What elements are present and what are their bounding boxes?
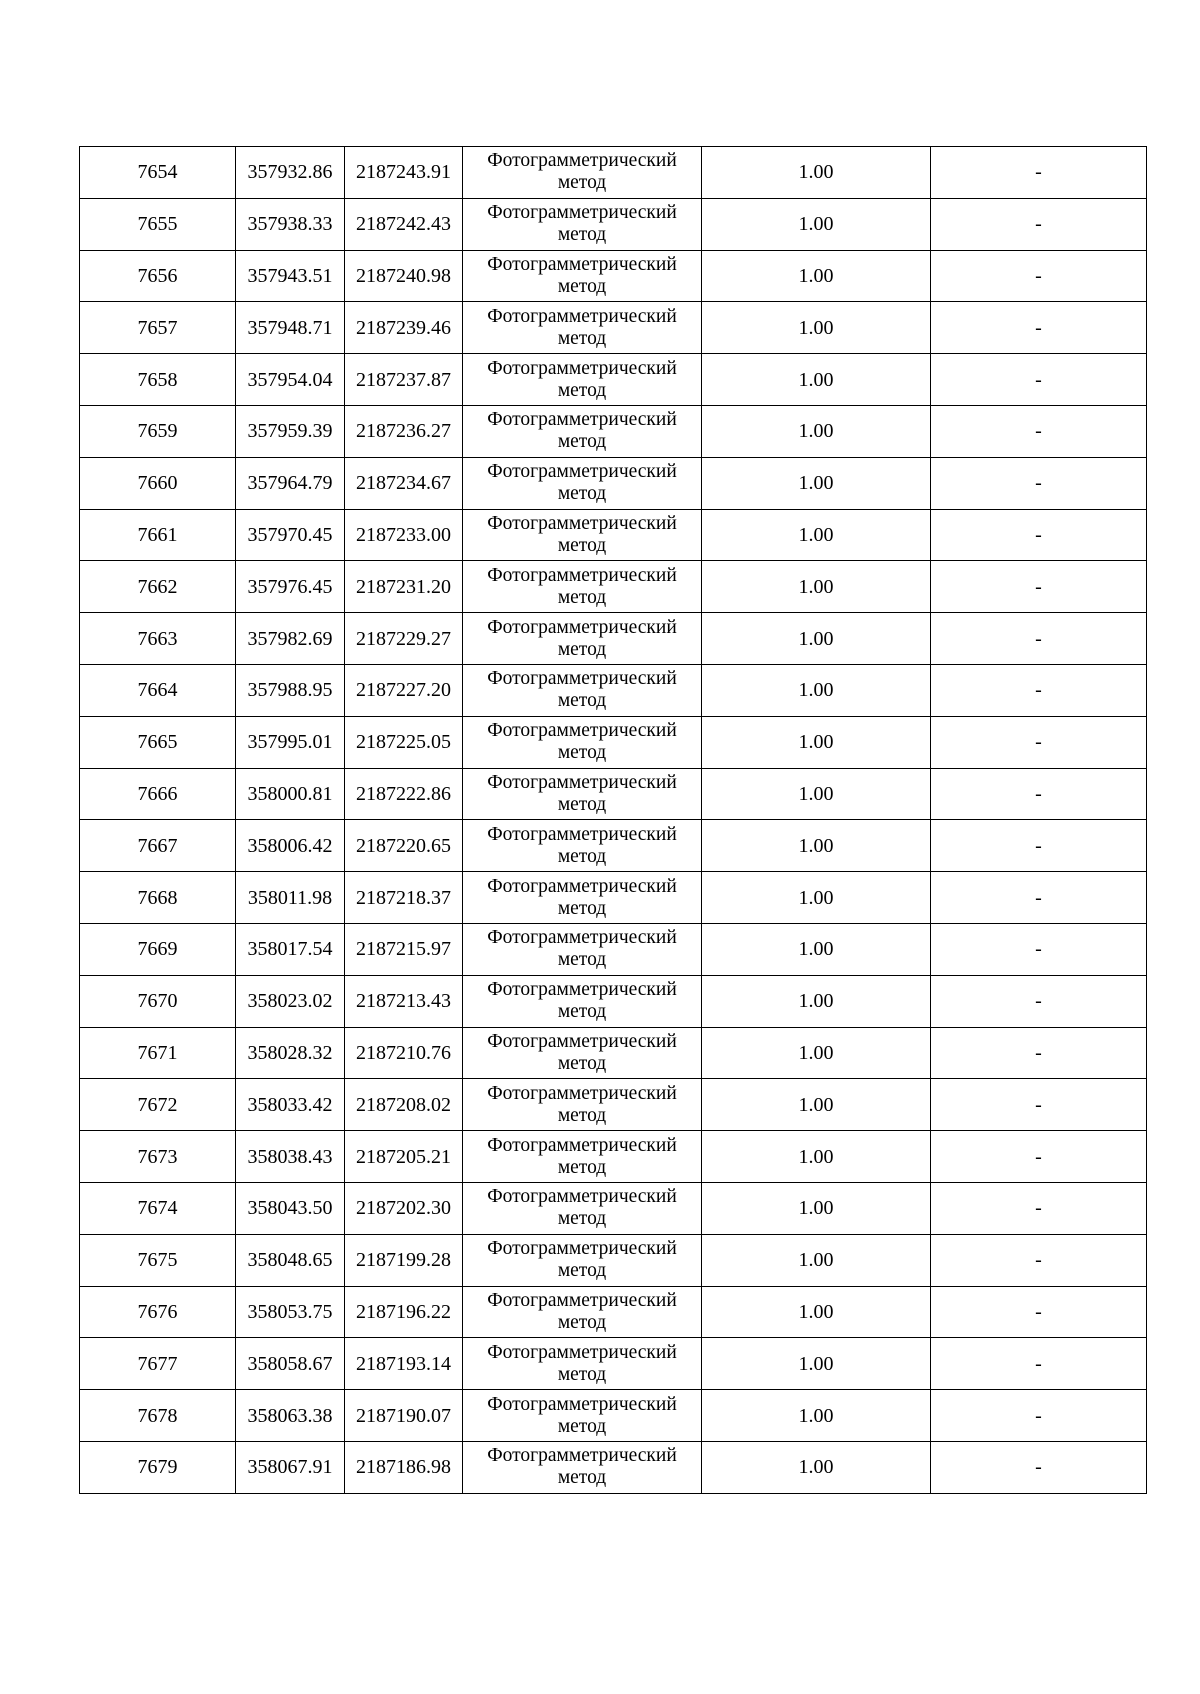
note-cell: -: [931, 1234, 1147, 1286]
x-coordinate-cell: 358053.75: [236, 1286, 345, 1338]
accuracy-cell: 1.00: [702, 198, 931, 250]
accuracy-cell: 1.00: [702, 1079, 931, 1131]
method-line1: Фотограмметрический: [487, 720, 677, 742]
x-coordinate-cell: 357943.51: [236, 250, 345, 302]
method-cell: [463, 1027, 702, 1079]
method-line1: Фотограмметрический: [487, 668, 677, 690]
accuracy-cell: 1.00: [702, 872, 931, 924]
accuracy-cell: 1.00: [702, 1131, 931, 1183]
y-coordinate-cell: 2187215.97: [345, 923, 463, 975]
y-coordinate-cell: 2187186.98: [345, 1441, 463, 1493]
note-cell: -: [931, 1079, 1147, 1131]
method-cell: [463, 613, 702, 665]
point-number-cell: 7679: [80, 1441, 236, 1493]
note-cell: -: [931, 613, 1147, 665]
note-cell: -: [931, 302, 1147, 354]
accuracy-cell: 1.00: [702, 1338, 931, 1390]
y-coordinate-cell: 2187234.67: [345, 457, 463, 509]
method-line2: метод: [557, 742, 607, 764]
method-line2: метод: [557, 1001, 607, 1023]
table-row: [80, 198, 1147, 250]
x-coordinate-cell: 358011.98: [236, 872, 345, 924]
x-coordinate-cell: 358058.67: [236, 1338, 345, 1390]
method-line1: Фотограмметрический: [487, 357, 677, 379]
method-line1: Фотограмметрический: [487, 1030, 677, 1052]
x-coordinate-cell: 358000.81: [236, 768, 345, 820]
method-line2: метод: [557, 638, 607, 660]
x-coordinate-cell: 358017.54: [236, 923, 345, 975]
point-number-cell: 7664: [80, 664, 236, 716]
y-coordinate-cell: 2187237.87: [345, 354, 463, 406]
accuracy-cell: 1.00: [702, 1441, 931, 1493]
table-row: [80, 147, 1147, 199]
accuracy-cell: 1.00: [702, 509, 931, 561]
y-coordinate-cell: 2187220.65: [345, 820, 463, 872]
accuracy-cell: 1.00: [702, 354, 931, 406]
x-coordinate-cell: 358028.32: [236, 1027, 345, 1079]
y-coordinate-cell: 2187236.27: [345, 405, 463, 457]
method-cell: [463, 1441, 702, 1493]
y-coordinate-cell: 2187213.43: [345, 975, 463, 1027]
method-line1: Фотограмметрический: [487, 771, 677, 793]
table-row: [80, 1079, 1147, 1131]
method-line2: метод: [557, 431, 607, 453]
x-coordinate-cell: 357932.86: [236, 147, 345, 199]
note-cell: -: [931, 923, 1147, 975]
y-coordinate-cell: 2187225.05: [345, 716, 463, 768]
method-cell: [463, 1182, 702, 1234]
y-coordinate-cell: 2187205.21: [345, 1131, 463, 1183]
note-cell: -: [931, 354, 1147, 406]
x-coordinate-cell: 358043.50: [236, 1182, 345, 1234]
accuracy-cell: 1.00: [702, 457, 931, 509]
method-cell: [463, 1286, 702, 1338]
accuracy-cell: 1.00: [702, 613, 931, 665]
method-line2: метод: [557, 172, 607, 194]
point-number-cell: 7676: [80, 1286, 236, 1338]
note-cell: -: [931, 1286, 1147, 1338]
method-cell: [463, 561, 702, 613]
note-cell: -: [931, 509, 1147, 561]
point-number-cell: 7656: [80, 250, 236, 302]
table-row: [80, 1441, 1147, 1493]
y-coordinate-cell: 2187190.07: [345, 1390, 463, 1442]
x-coordinate-cell: 358048.65: [236, 1234, 345, 1286]
accuracy-cell: 1.00: [702, 820, 931, 872]
method-cell: [463, 664, 702, 716]
method-cell: [463, 457, 702, 509]
method-line2: метод: [557, 1415, 607, 1437]
note-cell: -: [931, 872, 1147, 924]
method-cell: [463, 1079, 702, 1131]
method-line2: метод: [557, 793, 607, 815]
table-row: [80, 923, 1147, 975]
y-coordinate-cell: 2187222.86: [345, 768, 463, 820]
method-cell: [463, 872, 702, 924]
y-coordinate-cell: 2187227.20: [345, 664, 463, 716]
y-coordinate-cell: 2187210.76: [345, 1027, 463, 1079]
method-line2: метод: [557, 1260, 607, 1282]
table-row: [80, 509, 1147, 561]
method-line2: метод: [557, 1311, 607, 1333]
y-coordinate-cell: 2187229.27: [345, 613, 463, 665]
table-row: [80, 1234, 1147, 1286]
method-line1: Фотограмметрический: [487, 202, 677, 224]
method-cell: [463, 198, 702, 250]
x-coordinate-cell: 357995.01: [236, 716, 345, 768]
note-cell: -: [931, 147, 1147, 199]
method-cell: [463, 975, 702, 1027]
accuracy-cell: 1.00: [702, 250, 931, 302]
table-row: [80, 975, 1147, 1027]
table-body: [80, 147, 1147, 1494]
note-cell: -: [931, 1182, 1147, 1234]
point-number-cell: 7657: [80, 302, 236, 354]
x-coordinate-cell: 357964.79: [236, 457, 345, 509]
method-cell: [463, 1338, 702, 1390]
table-row: [80, 1338, 1147, 1390]
table-row: [80, 664, 1147, 716]
point-number-cell: 7671: [80, 1027, 236, 1079]
point-number-cell: 7654: [80, 147, 236, 199]
point-number-cell: 7672: [80, 1079, 236, 1131]
point-number-cell: 7662: [80, 561, 236, 613]
point-number-cell: 7674: [80, 1182, 236, 1234]
method-cell: [463, 250, 702, 302]
point-number-cell: 7675: [80, 1234, 236, 1286]
table-row: [80, 302, 1147, 354]
note-cell: -: [931, 250, 1147, 302]
accuracy-cell: 1.00: [702, 561, 931, 613]
accuracy-cell: 1.00: [702, 1390, 931, 1442]
note-cell: -: [931, 198, 1147, 250]
point-number-cell: 7661: [80, 509, 236, 561]
x-coordinate-cell: 357976.45: [236, 561, 345, 613]
method-cell: [463, 405, 702, 457]
method-line2: метод: [557, 845, 607, 867]
point-number-cell: 7673: [80, 1131, 236, 1183]
method-cell: [463, 354, 702, 406]
table-row: [80, 613, 1147, 665]
method-line2: метод: [557, 1208, 607, 1230]
method-cell: [463, 923, 702, 975]
point-number-cell: 7678: [80, 1390, 236, 1442]
note-cell: -: [931, 457, 1147, 509]
x-coordinate-cell: 357988.95: [236, 664, 345, 716]
note-cell: -: [931, 1027, 1147, 1079]
table-row: [80, 820, 1147, 872]
y-coordinate-cell: 2187231.20: [345, 561, 463, 613]
method-line2: метод: [557, 949, 607, 971]
accuracy-cell: 1.00: [702, 302, 931, 354]
method-line1: Фотограмметрический: [487, 1341, 677, 1363]
method-line1: Фотограмметрический: [487, 823, 677, 845]
table-row: [80, 716, 1147, 768]
method-line1: Фотограмметрический: [487, 979, 677, 1001]
method-line1: Фотограмметрический: [487, 927, 677, 949]
x-coordinate-cell: 358063.38: [236, 1390, 345, 1442]
method-cell: [463, 820, 702, 872]
method-line2: метод: [557, 483, 607, 505]
accuracy-cell: 1.00: [702, 923, 931, 975]
method-cell: [463, 1390, 702, 1442]
point-number-cell: 7668: [80, 872, 236, 924]
x-coordinate-cell: 357959.39: [236, 405, 345, 457]
table-row: [80, 872, 1147, 924]
method-line2: метод: [557, 1363, 607, 1385]
table-row: [80, 250, 1147, 302]
y-coordinate-cell: 2187239.46: [345, 302, 463, 354]
method-line1: Фотограмметрический: [487, 1393, 677, 1415]
note-cell: -: [931, 1390, 1147, 1442]
y-coordinate-cell: 2187243.91: [345, 147, 463, 199]
table-row: [80, 768, 1147, 820]
point-number-cell: 7660: [80, 457, 236, 509]
table-row: [80, 1027, 1147, 1079]
note-cell: -: [931, 820, 1147, 872]
point-number-cell: 7677: [80, 1338, 236, 1390]
accuracy-cell: 1.00: [702, 664, 931, 716]
method-line1: Фотограмметрический: [487, 616, 677, 638]
method-line2: метод: [557, 586, 607, 608]
x-coordinate-cell: 358033.42: [236, 1079, 345, 1131]
note-cell: -: [931, 1441, 1147, 1493]
method-line1: Фотограмметрический: [487, 253, 677, 275]
x-coordinate-cell: 357948.71: [236, 302, 345, 354]
method-line2: метод: [557, 1052, 607, 1074]
y-coordinate-cell: 2187196.22: [345, 1286, 463, 1338]
method-line1: Фотограмметрический: [487, 409, 677, 431]
note-cell: -: [931, 405, 1147, 457]
note-cell: -: [931, 975, 1147, 1027]
point-number-cell: 7670: [80, 975, 236, 1027]
method-line2: метод: [557, 1467, 607, 1489]
accuracy-cell: 1.00: [702, 1286, 931, 1338]
method-line1: Фотограмметрический: [487, 1082, 677, 1104]
method-line1: Фотограмметрический: [487, 875, 677, 897]
note-cell: -: [931, 561, 1147, 613]
method-line1: Фотограмметрический: [487, 1186, 677, 1208]
method-cell: [463, 768, 702, 820]
point-number-cell: 7655: [80, 198, 236, 250]
point-number-cell: 7663: [80, 613, 236, 665]
accuracy-cell: 1.00: [702, 1234, 931, 1286]
method-line1: Фотограмметрический: [487, 1238, 677, 1260]
accuracy-cell: 1.00: [702, 716, 931, 768]
table-row: [80, 354, 1147, 406]
method-line1: Фотограмметрический: [487, 1445, 677, 1467]
y-coordinate-cell: 2187202.30: [345, 1182, 463, 1234]
table-row: [80, 405, 1147, 457]
method-line1: Фотограмметрический: [487, 564, 677, 586]
x-coordinate-cell: 357982.69: [236, 613, 345, 665]
method-line2: метод: [557, 690, 607, 712]
method-line2: метод: [557, 224, 607, 246]
method-cell: [463, 147, 702, 199]
x-coordinate-cell: 357954.04: [236, 354, 345, 406]
point-number-cell: 7658: [80, 354, 236, 406]
table-row: [80, 1182, 1147, 1234]
method-line2: метод: [557, 534, 607, 556]
x-coordinate-cell: 358038.43: [236, 1131, 345, 1183]
method-line2: метод: [557, 379, 607, 401]
y-coordinate-cell: 2187208.02: [345, 1079, 463, 1131]
accuracy-cell: 1.00: [702, 147, 931, 199]
method-cell: [463, 302, 702, 354]
method-line1: Фотограмметрический: [487, 1289, 677, 1311]
y-coordinate-cell: 2187218.37: [345, 872, 463, 924]
accuracy-cell: 1.00: [702, 405, 931, 457]
point-number-cell: 7659: [80, 405, 236, 457]
table-row: [80, 1390, 1147, 1442]
point-number-cell: 7665: [80, 716, 236, 768]
note-cell: -: [931, 1338, 1147, 1390]
y-coordinate-cell: 2187233.00: [345, 509, 463, 561]
y-coordinate-cell: 2187193.14: [345, 1338, 463, 1390]
y-coordinate-cell: 2187240.98: [345, 250, 463, 302]
x-coordinate-cell: 358067.91: [236, 1441, 345, 1493]
point-number-cell: 7667: [80, 820, 236, 872]
method-line1: Фотограмметрический: [487, 512, 677, 534]
method-line2: метод: [557, 897, 607, 919]
note-cell: -: [931, 768, 1147, 820]
accuracy-cell: 1.00: [702, 975, 931, 1027]
x-coordinate-cell: 357938.33: [236, 198, 345, 250]
x-coordinate-cell: 358006.42: [236, 820, 345, 872]
x-coordinate-cell: 358023.02: [236, 975, 345, 1027]
note-cell: -: [931, 664, 1147, 716]
method-cell: [463, 1131, 702, 1183]
accuracy-cell: 1.00: [702, 1182, 931, 1234]
method-line2: метод: [557, 1104, 607, 1126]
point-number-cell: 7666: [80, 768, 236, 820]
method-line2: метод: [557, 1156, 607, 1178]
note-cell: -: [931, 716, 1147, 768]
accuracy-cell: 1.00: [702, 1027, 931, 1079]
method-line2: метод: [557, 275, 607, 297]
table-row: [80, 561, 1147, 613]
accuracy-cell: 1.00: [702, 768, 931, 820]
method-line1: Фотограмметрический: [487, 1134, 677, 1156]
coordinates-table: [79, 146, 1147, 1494]
table-row: [80, 1131, 1147, 1183]
method-line1: Фотограмметрический: [487, 461, 677, 483]
method-cell: [463, 716, 702, 768]
method-line1: Фотограмметрический: [487, 305, 677, 327]
method-line1: Фотограмметрический: [487, 150, 677, 172]
note-cell: -: [931, 1131, 1147, 1183]
y-coordinate-cell: 2187199.28: [345, 1234, 463, 1286]
point-number-cell: 7669: [80, 923, 236, 975]
y-coordinate-cell: 2187242.43: [345, 198, 463, 250]
method-cell: [463, 509, 702, 561]
x-coordinate-cell: 357970.45: [236, 509, 345, 561]
method-cell: [463, 1234, 702, 1286]
table-row: [80, 457, 1147, 509]
table-row: [80, 1286, 1147, 1338]
method-line2: метод: [557, 327, 607, 349]
